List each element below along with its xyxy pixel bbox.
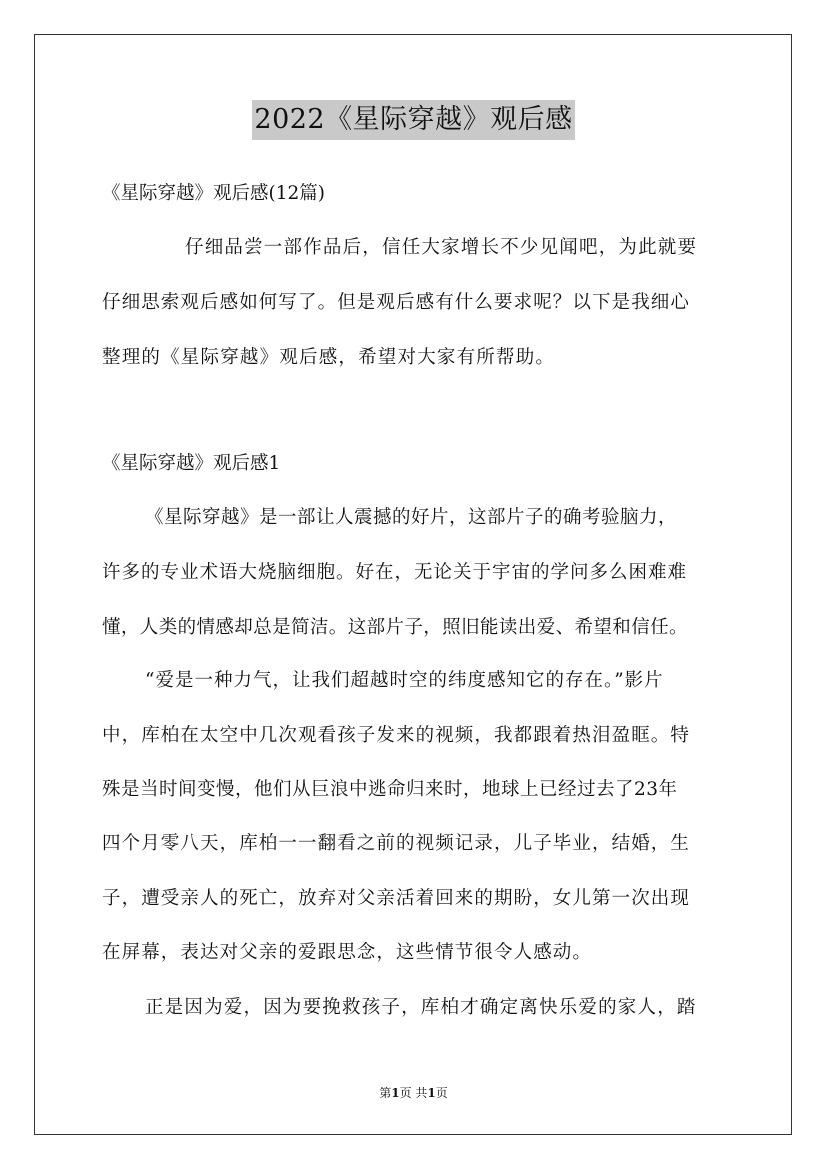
para2-line-2: 中，库柏在太空中几次观看孩子发来的视频，我都跟着热泪盈眶。特 [102,725,691,746]
para2-line-1: “爱是一种力气，让我们超越时空的纬度感知它的存在。”影片 [145,670,664,691]
footer-page-current: 1 [391,1086,400,1100]
para2-line-4: 四个月零八天，库柏一一翻看之前的视频记录，儿子毕业，结婚，生 [102,833,691,854]
intro-line-3: 整理的《星际穿越》观后感，希望对大家有所帮助。 [102,347,556,368]
page-footer [0,1084,827,1101]
intro-line-2: 仔细思索观后感如何写了。但是观后感有什么要求呢？以下是我细心 [102,292,691,313]
intro-line-1: 仔细品尝一部作品后，信任大家增长不少见闻吧，为此就要 [185,237,698,258]
section-heading: 《星际穿越》观后感1 [102,453,281,474]
para3-line-1: 正是因为爱，因为要挽救孩子，库柏才确定离快乐爱的家人，踏 [145,997,697,1018]
para2-line-3: 殊是当时间变慢，他们从巨浪中逃命归来时，地球上已经过去了23年 [102,779,678,800]
para1-line-2: 许多的专业术语大烧脑细胞。好在，无论关于宇宙的学问多么困难难 [102,562,688,583]
footer-prefix: 第 [379,1086,392,1100]
footer-page-total: 1 [427,1086,436,1100]
footer-mid: 页 共 [399,1086,428,1100]
para2-line-5: 子，遭受亲人的死亡，放弃对父亲活着回来的期盼，女儿第一次出现 [102,888,691,909]
document-title: 2022《星际穿越》观后感 [252,100,574,140]
document-subtitle: 《星际穿越》观后感(12篇) [102,183,325,204]
footer-suffix: 页 [435,1086,448,1100]
para1-line-3: 懂，人类的情感却总是简洁。这部片子，照旧能读出爱、希望和信任。 [102,617,688,638]
para2-line-6: 在屏幕，表达对父亲的爱跟思念，这些情节很令人感动。 [102,942,593,963]
para1-line-1: 《星际穿越》是一部让人震撼的好片，这部片子的确考验脑力， [145,507,678,528]
title-container [0,100,827,140]
